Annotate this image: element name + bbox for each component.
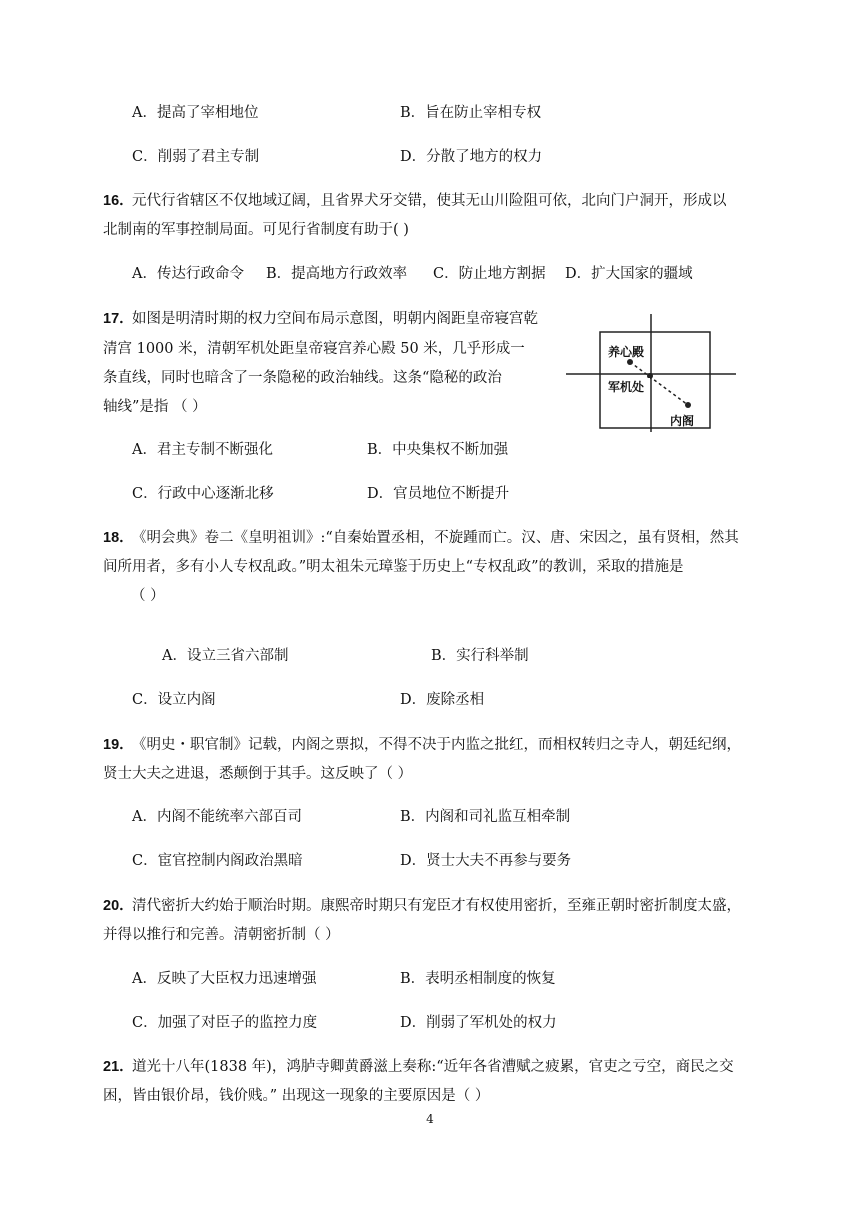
q19-stem-line2: 贤士大夫之进退，悉颠倒于其手。这反映了（ ） bbox=[103, 766, 413, 782]
q21-number: 21． bbox=[103, 1059, 134, 1075]
q19-stem-line1: 《明史・职官制》记载，内阁之票拟，不得不决于内监之批红，而相权转归之寺人，朝廷纪纲， bbox=[132, 737, 741, 753]
q20-stem-line1: 清代密折大约始于顺治时期。康熙帝时期只有宠臣才有权使用密折，至雍正朝时密折制度太盛， bbox=[132, 898, 741, 914]
q19-option-d: D．贤士大夫不再参与要务 bbox=[400, 853, 572, 869]
q17-number: 17． bbox=[103, 311, 134, 327]
q17-stem-line1: 如图是明清时期的权力空间布局示意图，明朝内阁距皇帝寝宫乾 bbox=[132, 311, 538, 327]
q21-stem-line1: 道光十八年(1838 年)，鸿胪寺卿黄爵滋上奏称:“近年各省漕赋之疲累，官吏之亏空，商民之交 bbox=[132, 1059, 734, 1075]
q20-option-c: C．加强了对臣子的监控力度 bbox=[132, 1015, 318, 1031]
q16-stem-line2: 北制南的军事控制局面。可见行省制度有助于( ) bbox=[103, 222, 409, 238]
q19-option-c: C．宦官控制内阁政治黑暗 bbox=[132, 853, 303, 869]
diagram-label-yangxin: 养心殿 bbox=[608, 345, 645, 359]
q15-option-a: A．提高了宰相地位 bbox=[132, 105, 259, 121]
q20-stem-line2: 并得以推行和完善。清朝密折制（ ） bbox=[103, 927, 340, 943]
q18-option-b: B．实行科举制 bbox=[431, 648, 529, 664]
q16-number: 16． bbox=[103, 193, 134, 209]
diagram-label-junji: 军机处 bbox=[608, 380, 645, 394]
diagram-point-neige bbox=[685, 402, 691, 408]
page-number: 4 bbox=[426, 1112, 434, 1126]
q21-stem-line2: 困，皆由银价昂，钱价贱。” 出现这一现象的主要原因是（ ） bbox=[103, 1088, 490, 1104]
q18-option-c: C．设立内阁 bbox=[132, 692, 216, 708]
q15-option-b: B．旨在防止宰相专权 bbox=[400, 105, 542, 121]
q19-option-a: A．内阁不能统率六部百司 bbox=[132, 809, 302, 825]
q17-option-a: A．君主专制不断强化 bbox=[132, 442, 273, 458]
q16-option-d: D．扩大国家的疆域 bbox=[565, 266, 693, 282]
diagram-point-yangxin bbox=[627, 359, 633, 365]
q17-option-c: C．行政中心逐渐北移 bbox=[132, 486, 274, 502]
q17-option-b: B．中央集权不断加强 bbox=[367, 442, 509, 458]
power-layout-diagram bbox=[560, 312, 740, 434]
q17-stem-line4: 轴线”是指 （ ） bbox=[103, 399, 207, 415]
q18-option-d: D．废除丞相 bbox=[400, 692, 485, 708]
q15-option-c: C．削弱了君主专制 bbox=[132, 149, 260, 165]
q16-option-c: C．防止地方割据 bbox=[433, 266, 546, 282]
q16-stem-line1: 元代行省辖区不仅地域辽阔，且省界犬牙交错，使其无山川险阻可依，北向门户洞开，形成以 bbox=[132, 193, 727, 209]
q20-option-a: A．反映了大臣权力迅速增强 bbox=[132, 971, 317, 987]
q18-stem-line2: 间所用者，多有小人专权乱政。”明太祖朱元璋鉴于历史上“专权乱政”的教训，采取的措施是 bbox=[103, 559, 684, 575]
q20-option-b: B．表明丞相制度的恢复 bbox=[400, 971, 556, 987]
q17-stem-line3: 条直线，同时也暗含了一条隐秘的政治轴线。这条“隐秘的政治 bbox=[103, 370, 502, 386]
q18-number: 18． bbox=[103, 530, 134, 546]
q17-stem-line2: 清宫 1000 米，清朝军机处距皇帝寝宫养心殿 50 米，几乎形成一 bbox=[103, 341, 525, 357]
q18-stem-line1: 《明会典》卷二《皇明祖训》:“自秦始置丞相，不旋踵而亡。汉、唐、宋因之，虽有贤相，然其 bbox=[132, 530, 739, 546]
q17-option-d: D．官员地位不断提升 bbox=[367, 486, 510, 502]
q19-option-b: B．内阁和司礼监互相牵制 bbox=[400, 809, 571, 825]
q20-option-d: D．削弱了军机处的权力 bbox=[400, 1015, 557, 1031]
q18-stem-line3: （ ） bbox=[131, 588, 165, 604]
q19-number: 19． bbox=[103, 737, 134, 753]
q16-option-b: B．提高地方行政效率 bbox=[266, 266, 408, 282]
q20-number: 20． bbox=[103, 898, 134, 914]
diagram-label-neige: 内阁 bbox=[670, 414, 695, 428]
q18-option-a: A．设立三省六部制 bbox=[162, 648, 289, 664]
q15-option-d: D．分散了地方的权力 bbox=[400, 149, 543, 165]
q16-option-a: A．传达行政命令 bbox=[132, 266, 244, 282]
